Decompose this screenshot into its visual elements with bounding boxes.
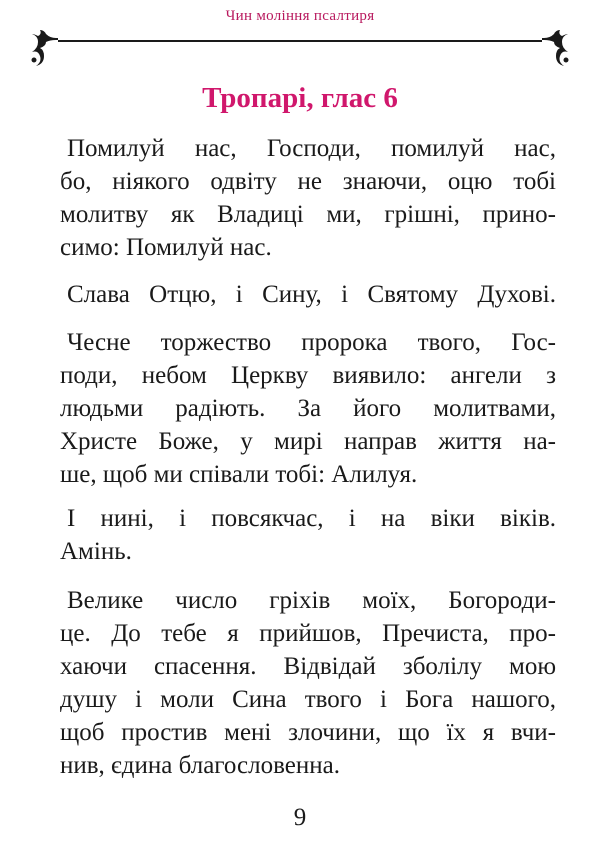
text-line: Слава Отцю, і Сину, і Святому Духові. <box>67 281 556 308</box>
text-line: бо, ніякого одвіту не знаючи, оцю тобі <box>60 168 556 195</box>
paragraph-glory <box>60 278 556 311</box>
text-line: Чесне торжество пророка твого, Гос- <box>67 329 556 356</box>
running-head: Чин моління псалтиря <box>225 8 375 24</box>
text-line: людьми радіють. За його молитвами, <box>60 395 556 422</box>
text-line: це. До тебе я прийшов, Пречиста, про- <box>60 620 556 647</box>
text-line: Амінь. <box>60 538 132 565</box>
corner-ornament-right-icon <box>542 28 572 68</box>
text-line: Велике число гріхів моїх, Богороди- <box>67 587 556 614</box>
text-line: хаючи спасення. Відвідай зболілу мою <box>60 653 556 680</box>
header-rule <box>58 40 542 42</box>
text-line: Помилуй нас, Господи, помилуй нас, <box>67 135 556 162</box>
page-number: 9 <box>293 804 307 831</box>
text-line: душу і моли Сина твого і Бога нашого, <box>60 686 556 713</box>
paragraph-troparion-1 <box>60 132 556 264</box>
text-line: поди, небом Церкву виявило: ангели з <box>60 362 556 389</box>
text-line: І нині, і повсякчас, і на віки віків. <box>67 505 556 532</box>
text-line: Христе Боже, у мирі направ життя на- <box>60 428 556 455</box>
text-line: нив, єдина благословенна. <box>60 752 340 779</box>
corner-ornament-left-icon <box>28 28 58 68</box>
paragraph-theotokion <box>60 584 556 782</box>
text-line: ше, щоб ми співали тобі: Алилуя. <box>60 461 418 488</box>
text-line: молитву як Владиці ми, грішні, прино- <box>60 201 556 228</box>
paragraph-troparion-2 <box>60 326 556 491</box>
text-line: щоб простив мені злочини, що їх я вчи- <box>60 719 556 746</box>
text-line: симо: Помилуй нас. <box>60 234 272 261</box>
section-title: Тропарі, глас 6 <box>202 82 398 114</box>
paragraph-now-and-ever <box>60 502 556 568</box>
